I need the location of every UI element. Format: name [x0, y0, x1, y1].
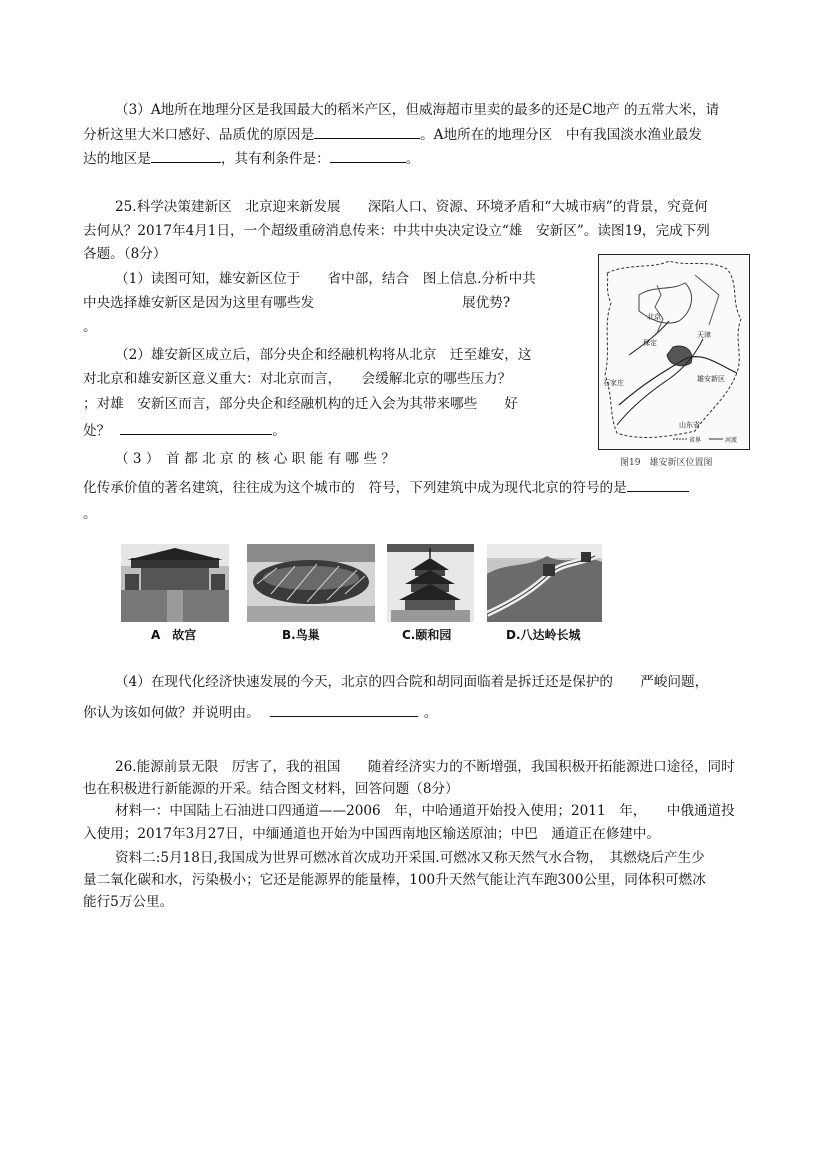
q26-material1-line1: 材料一：中国陆上石油进口四通道——2006 年，中哈通道开始投入使用；2011 年， 中俄通道投: [115, 803, 735, 819]
map-drawing: [599, 255, 749, 449]
q25-p4-line2-text-b: 。: [423, 705, 438, 721]
map-label-shandong: 山东省: [679, 421, 700, 429]
q25-p3-line3: 。: [83, 506, 97, 522]
q26-material2-line3: 能行5万公里。: [83, 894, 174, 910]
q25-p1-line2-text-a: 中央选择雄安新区是因为这里有哪些发: [83, 295, 315, 311]
q25-p2-line4-text-b: 。: [272, 423, 286, 439]
photo-forbidden-city: [121, 544, 229, 622]
q26-material2-line1: 资料二:5月18日,我国成为世界可燃冰首次成功开采国.可燃冰又称天然气水合物， 其燃烧后产生少: [115, 850, 705, 866]
q26-material2-line2: 量二氧化碳和水，污染极小；它还是能源界的能量棒，100升天然气能让汽车跑300公里，同体积可燃冰: [83, 872, 706, 888]
q25-p3-line2: [83, 478, 689, 497]
map-label-xiongan: 雄安新区: [697, 375, 725, 383]
map-label-tianjin: 天津: [697, 331, 711, 339]
q24-p3-line2-text-b: 。A地所在的地理分区 中有我国淡水渔业最发: [420, 127, 702, 143]
q24-p3-line3-text-c: 。: [405, 151, 420, 167]
q26-material1-line2: 入使用；2017年3月27日，中缅通道也开始为中国西南地区输送原油；中巴 通道正在修建中。: [83, 826, 661, 842]
q25-p1-line1: （1）读图可知，雄安新区位于 省中部，结合 图上信息.分析中共: [115, 271, 536, 287]
answer-blank-reason[interactable]: [314, 125, 420, 139]
xiongan-location-map: [598, 254, 750, 450]
q25-p1-line2-text-b: 展优势?: [462, 295, 511, 311]
photo-birds-nest: [247, 544, 375, 622]
answer-blank-opinion[interactable]: [270, 703, 418, 717]
q25-intro-line2: 去何从？2017年4月1日，一个超级重磅消息传来：中共中央决定设立“雄 安新区”。读图19，完成下列: [83, 223, 710, 239]
photo-great-wall: [487, 544, 602, 622]
q24-p3-line3-text-b: ，其有利条件是：: [220, 151, 330, 167]
q25-p3-line1: （ 3 ） 首 都 北 京 的 核 心 职 能 有 哪 些 ？: [115, 451, 395, 467]
answer-blank-benefits[interactable]: [120, 421, 272, 435]
q24-p3-line2-text-a: 分析这里大米口感好、品质优的原因是: [83, 127, 315, 143]
q25-p2-line4: [83, 421, 286, 440]
q25-p2-line3: ；对雄 安新区而言，部分央企和经融机构的迁入会为其带来哪些 好: [83, 396, 518, 412]
answer-blank-region[interactable]: [151, 149, 221, 163]
map-legend-river: 河流: [725, 437, 738, 444]
photo-label-b: B.鸟巢: [282, 628, 320, 642]
q25-p4-line2: [83, 703, 437, 722]
q25-p2-line4-text-a: 处？: [83, 423, 111, 439]
q24-p3-line3-text-a: 达的地区是: [83, 151, 151, 167]
q26-intro-line1: 26.能源前景无限 厉害了，我的祖国 随着经济实力的不断增强，我国积极开拓能源进口途径，同时: [115, 759, 735, 775]
map-legend-border: 省界: [689, 437, 702, 444]
q25-p2-line2: 对北京和雄安新区意义重大：对北京而言， 会缓解北京的哪些压力？: [83, 371, 512, 387]
map-label-beijing: 北京: [647, 313, 661, 321]
q25-p4-line1: （4）在现代化经济快速发展的今天，北京的四合院和胡同面临着是拆迁还是保护的 严峻问题，: [115, 674, 709, 690]
map-caption: 图19 雄安新区位置图: [620, 458, 713, 468]
photo-label-c: C.颐和园: [402, 628, 452, 642]
q25-intro-line3: 各题。（8分）: [83, 246, 167, 262]
q25-p4-line2-text-a: 你认为该如何做？并说明由。: [83, 705, 260, 721]
answer-blank-symbol[interactable]: [627, 478, 689, 492]
photo-label-a: A 故宫: [151, 628, 197, 642]
photo-label-d: D.八达岭长城: [506, 628, 581, 642]
q24-p3-line2: [83, 125, 702, 144]
q25-p1-line2: [83, 294, 510, 312]
answer-blank-conditions[interactable]: [330, 149, 406, 163]
q25-p3-line2-text: 化传承价值的著名建筑，往往成为这个城市的 符号，下列建筑中成为现代北京的符号的是: [83, 480, 627, 496]
photo-summer-palace: [387, 544, 474, 622]
q25-intro-line1: 25.科学决策建新区 北京迎来新发展 深陷人口、资源、环境矛盾和“大城市病”的背景，究竟何: [115, 199, 708, 215]
q25-p2-line1: （2）雄安新区成立后，部分央企和经融机构将从北京 迁至雄安，这: [115, 347, 532, 363]
q24-p3-line1: （3）A地所在地理分区是我国最大的稻米产区，但威海超市里卖的最多的还是C地产 的五常大米，请: [115, 102, 720, 118]
map-label-baoding: 保定: [643, 339, 657, 347]
q24-p3-line3: [83, 149, 419, 168]
q25-p1-line3: 。: [83, 319, 97, 335]
map-label-shijiazhuang: 石家庄: [603, 379, 624, 387]
q26-intro-line2: 也在积极进行新能源的开采。结合图文材料，回答问题（8分）: [83, 781, 459, 797]
